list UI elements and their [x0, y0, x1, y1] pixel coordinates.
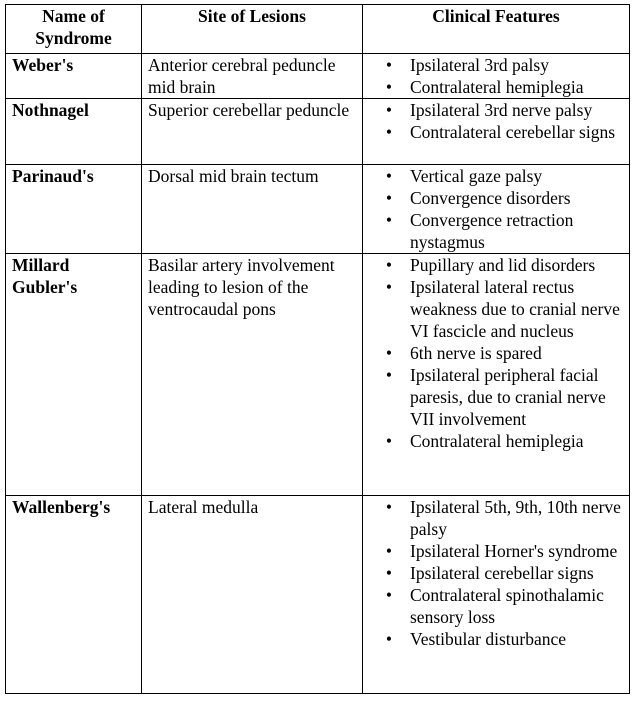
- feature-item: [369, 254, 623, 276]
- feature-text: Contralateral hemiplegia: [410, 431, 584, 451]
- bullet-icon: •: [385, 365, 393, 385]
- feature-item: [369, 584, 623, 628]
- header-site-of-lesions: Site of Lesions: [142, 5, 363, 54]
- bullet-icon: •: [385, 343, 393, 363]
- clinical-features-cell: [363, 54, 630, 99]
- feature-item: [369, 496, 623, 540]
- feature-item: [369, 540, 623, 562]
- clinical-features-list: [369, 496, 623, 650]
- clinical-features-cell: [363, 496, 630, 694]
- table-row: [6, 254, 630, 496]
- lesion-site: Superior cerebellar peduncle: [142, 99, 363, 165]
- syndrome-name: Weber's: [6, 54, 142, 99]
- syndrome-name: Nothnagel: [6, 99, 142, 165]
- feature-text: Ipsilateral cerebellar signs: [410, 563, 594, 583]
- lesion-site: Dorsal mid brain tectum: [142, 165, 363, 254]
- bullet-icon: •: [385, 55, 393, 75]
- lesion-site: Basilar artery involvement leading to lesion of the ventrocaudal pons: [142, 254, 363, 496]
- bullet-icon: •: [385, 629, 393, 649]
- feature-text: Ipsilateral 3rd palsy: [410, 55, 549, 75]
- feature-text: Convergence retraction nystagmus: [410, 210, 574, 252]
- clinical-features-cell: [363, 254, 630, 496]
- feature-item: [369, 430, 623, 452]
- feature-text: Ipsilateral peripheral facial paresis, due to cranial nerve VII involvement: [410, 365, 606, 429]
- feature-item: [369, 209, 623, 253]
- bullet-icon: •: [385, 166, 393, 186]
- table-body: [6, 54, 630, 694]
- table-row: [6, 165, 630, 254]
- bullet-icon: •: [385, 122, 393, 142]
- syndromes-table: [5, 4, 630, 694]
- feature-text: Contralateral cerebellar signs: [410, 122, 616, 142]
- bullet-icon: •: [385, 431, 393, 451]
- feature-text: Ipsilateral lateral rectus weakness due to cranial nerve VI fascicle and nucleus: [410, 277, 620, 341]
- bullet-icon: •: [385, 188, 393, 208]
- feature-text: Ipsilateral 5th, 9th, 10th nerve palsy: [410, 497, 621, 539]
- feature-item: [369, 187, 623, 209]
- header-clinical-features: Clinical Features: [363, 5, 630, 54]
- bullet-icon: •: [385, 255, 393, 275]
- table-row: [6, 99, 630, 165]
- bullet-icon: •: [385, 585, 393, 605]
- feature-text: Convergence disorders: [410, 188, 571, 208]
- bullet-icon: •: [385, 277, 393, 297]
- feature-item: [369, 562, 623, 584]
- syndrome-name: Parinaud's: [6, 165, 142, 254]
- feature-text: Ipsilateral 3rd nerve palsy: [410, 100, 593, 120]
- clinical-features-list: [369, 165, 623, 253]
- lesion-site: Anterior cerebral peduncle mid brain: [142, 54, 363, 99]
- header-name-of-syndrome: Name of Syndrome: [6, 5, 142, 54]
- clinical-features-cell: [363, 99, 630, 165]
- table-header: [6, 5, 630, 54]
- clinical-features-list: [369, 99, 623, 143]
- bullet-icon: •: [385, 563, 393, 583]
- feature-text: Vertical gaze palsy: [410, 166, 543, 186]
- feature-item: [369, 54, 623, 76]
- feature-item: [369, 76, 623, 98]
- clinical-features-cell: [363, 165, 630, 254]
- clinical-features-list: [369, 254, 623, 452]
- feature-item: [369, 165, 623, 187]
- feature-text: Contralateral hemiplegia: [410, 77, 584, 97]
- syndrome-name: Millard Gubler's: [6, 254, 142, 496]
- bullet-icon: •: [385, 541, 393, 561]
- feature-text: Contralateral spinothalamic sensory loss: [410, 585, 604, 627]
- table-row: [6, 54, 630, 99]
- feature-text: Vestibular disturbance: [410, 629, 566, 649]
- feature-item: [369, 342, 623, 364]
- bullet-icon: •: [385, 100, 393, 120]
- feature-text: 6th nerve is spared: [410, 343, 542, 363]
- feature-text: Ipsilateral Horner's syndrome: [410, 541, 618, 561]
- table-row: [6, 496, 630, 694]
- feature-text: Pupillary and lid disorders: [410, 255, 596, 275]
- header-row: [6, 5, 630, 54]
- feature-item: [369, 364, 623, 430]
- bullet-icon: •: [385, 497, 393, 517]
- feature-item: [369, 121, 623, 143]
- feature-item: [369, 99, 623, 121]
- bullet-icon: •: [385, 77, 393, 97]
- feature-item: [369, 276, 623, 342]
- syndrome-name: Wallenberg's: [6, 496, 142, 694]
- bullet-icon: •: [385, 210, 393, 230]
- clinical-features-list: [369, 54, 623, 98]
- lesion-site: Lateral medulla: [142, 496, 363, 694]
- feature-item: [369, 628, 623, 650]
